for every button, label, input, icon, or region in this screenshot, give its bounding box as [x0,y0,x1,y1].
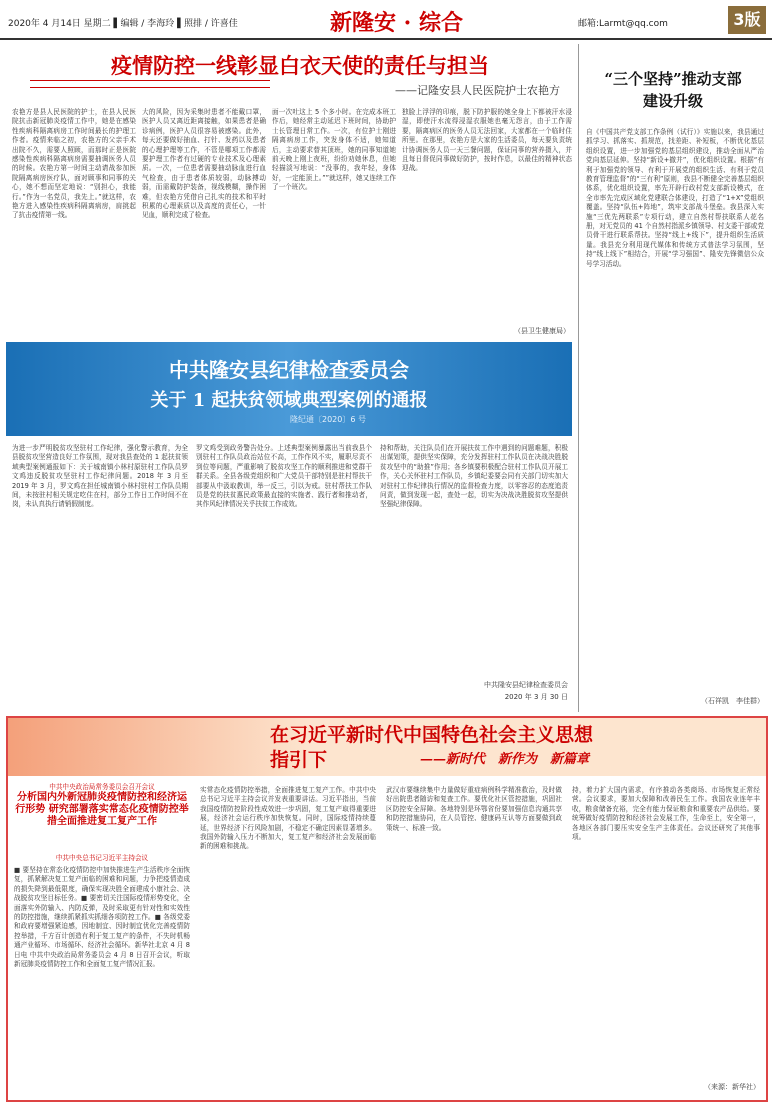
news-headline: 分析国内外新冠肺炎疫情防控和经济运行形势 研究部署落实常态化疫情防控举措全面推进复工复产工作 [15,792,189,827]
article1-subtitle: ——记隆安县人民医院护士农艳方 [395,84,560,97]
notice-banner-title-2: 关于 1 起扶贫领域典型案例的通报 [150,390,428,411]
article1-col1: 农艳方是县人民医院的护士，在县人民医院抗击新冠肺炎疫情工作中，她是在感染性疾病科隔离病房工作时间最长的护理工作者。疫情来临之初，农艳方的父亲手术出院不久，需要人照顾，而那时正是医院感染性疾病科隔离病房需要抽调医务人员的时候。农艳方第一时间主动请战参加医院隔离病房医疗队，面对顾事和同事的关心，她不想而坚定地说：“别担心，我能行。”作为一名党员，我先上。”就这样，农艳方进入感染性疾病科隔离病房，肩挑起了抗击疫情第一线。 [12,108,136,220]
article2-title: “三个坚持”推动支部建设升级 [604,70,742,110]
article1-col4: 独脸上浮浮的印痕，脱下防护服的她全身上下都被汗水浸湿，即使汗水流得浸湿衣服她也毫无怨言，由于工作需要，隔离病区的医务人员无法回家，大家都在一个临时住所里。在那里，农艳方是大家的生活委员，每天要负责统计协调医务人员一天三餐问题，保证同事的营养摄入，并且每日督促同事做好防护，按时作息，以最佳的精神状态迎战。 [402,108,572,173]
title-decoration [30,80,270,88]
news-subhead: 中共中央总书记习近平主持会议 [55,854,149,862]
news-source: （来源：新华社） [704,1083,760,1091]
bottom-banner-slogan: ——新时代 新作为 新篇章 [420,752,590,767]
news-kicker: 中共中央政治局常务委员会召开会议 [49,783,155,791]
notice-banner-title-1: 中共隆安县纪律检查委员会 [169,358,409,382]
notice-doc-number: 隆纪通〔2020〕6 号 [290,415,366,424]
header-email: 邮箱:Larmt@qq.com [578,19,668,29]
article3-col1: 为进一步严明脱贫攻坚驻村工作纪律，强化警示教育，为全县脱贫攻坚营造良好工作氛围，现对我县查处的 1 起扶贫领域典型案例通报如下：关于城南镇小林村原驻村工作队员罗文鸡违反脱贫攻坚驻村工作纪律问题。2018 年 3 月至 2019 年 3 月，罗文鸡在担任城南镇小林村驻村工作队员期间，未按驻村相关规定吃住在村，部分工作日工作时间不在岗，未认真执行请销假制度。 [12,444,188,509]
article2-body: 自《中国共产党支部工作条例（试行）》实施以来，我县通过抓学习、抓落实、抓规范，找差距、补短板，不断优化基层组织设置，进一步加强党的基层组织建设，推动全面从严治党向基层延伸。坚持“新设+撤并”，优化组织设置。根据“有利于加强党的领导、有利于开展党的组织生活、有利于党员教育管理监督”的“三有利”原则，我县不断健全完善基层组织体系，优化组织设置，率先开辟行政村党支部新设模式，在全市率先完成区域化党建联合体建设，打造了“1+X”党组织覆盖。坚持“队伍+阵地”，筑牢支部战斗堡垒。我县深入实施“三优先两联系”专项行动，建立自然村帮扶联系人花名册，对无党员的 41 个自然村指派乡镇领导、村支委干部或党员骨干进行联系帮扶。坚持“线上+线下”，提升组织生活质量。我县充分利用现代媒体和传统方式普法学习氛围，坚持“线上线下”相结合，开展“学习强国”、隆安先锋微信公众号学习活动。 [586,128,764,268]
news-col1: ■ 要坚持在常态化疫情防控中加快推进生产生活秩序全面恢复，抓紧解决复工复产面临的困难和问题，力争把疫情造成的损失降到最低限度，确保实现决胜全面建成小康社会、决战脱贫攻坚目标任务。■ 要密切关注国际疫情形势变化，全面落实外防输入、内防反弹，及时采取更有针对性和实效性的防控措施，继续抓紧抓实抓细各项防控工作。■ 各级党委和政府要增强紧迫感，因地制宜、因时制宜优化完善疫情防控举措，千方百计创造有利于复工复产的条件，不失时机畅通产业循环、市场循环、经济社会循环。新华社北京 4 月 8 日电 中共中央政治局常务委员会 4 月 8 日召开会议，听取新冠肺炎疫情防控工作和全面复工复产情况汇报。 [14,866,190,969]
bottom-banner-title-1: 在习近平新时代中国特色社会主义思想 [270,724,594,746]
news-col4: 持，着力扩大国内需求，有序推动各类商场、市场恢复正常经营。会议要求，要加大保障和改善民生工作。我国农业连年丰收，粮食储备充裕，完全有能力保证粮食和重要农产品供给。要统筹做好疫情防控和经济社会发展工作，生命至上，安全第一，各地区各部门要压实安全生产主体责任。会议还研究了其他事项。 [572,786,760,842]
article3-signature-org: 中共隆安县纪律检查委员会 [484,681,568,689]
header-section-title: 新隆安 · 综合 [330,10,463,36]
article1-title: 疫情防控一线彰显白衣天使的责任与担当 [111,53,489,78]
article3-signature-date: 2020 年 3 月 30 日 [504,693,568,701]
article1-signature: （县卫生健康局） [514,327,570,335]
news-col2: 实常态化疫情防控举措，全面推进复工复产工作。中共中央总书记习近平主持会议并发表重要讲话。习近平指出，当前我国疫情防控阶段性成效进一步巩固，复工复产取得重要进展，经济社会运行秩序加快恢复。同时，国际疫情持续蔓延，世界经济下行风险加剧，不稳定不确定因素显著增多。我国外防输入压力不断加大，复工复产和经济社会发展面临新的困难和挑战。 [200,786,376,851]
article3-col3: 持和帮助，关注队员们在开展扶贫工作中遇到的问题难题，积极出谋划策，提供坚实保障，充分发挥驻村工作队员在决战决胜脱贫攻坚中的“助推”作用；各乡镇要积极配合驻村工作队员开展工作，关心关怀驻村工作队员，乡镇纪委要会同有关部门切实加大对驻村工作纪律执行情况的监督检查力度，以零容忍的态度追责问责，做到发现一起，查处一起，切实为决战决胜脱贫攻坚提供坚强纪律保障。 [380,444,568,509]
bottom-banner-title-2: 指引下 [270,749,328,771]
header-date-editor: 2020年 4 月14日 星期二 ▌编辑 / 李海玲 ▌照排 / 许喜佳 [8,19,238,29]
article2-signature: （石祥凯 李佳群） [701,697,764,705]
news-col3: 武汉市要继续集中力量做好重症病例科学精准救治，及时做好出院患者随访和复查工作。要优化社区管控措施，巩固社区防控安全屏障。各地特别是环鄂省份要加强信息沟通共享和防控措施协同，在人员管控、健康码互认等方面要做到政策统一、标准一致。 [386,786,562,832]
article1-col3: 面一次吐这上 5 个多小时。在完成本班工作后，她经常主动延迟下班时间，协助护士长管理日常工作。一次，有位护士刚进隔离病房工作，突发身体不适，她知道后，主动要求替其顶班，她的同事知道她前天晚上刚上夜班，纷纷劝她休息，但她轻描淡写地说：“没事的，我年轻，身体好，一定能顶上。””就这样，她又连续工作了一个班次。 [272,108,396,192]
article3-col2: 罗文鸡受到政务警告处分。上述典型案例暴露出当前我县个别驻村工作队员政治站位不高，工作作风不实，履职尽责不到位等问题，严重影响了脱贫攻坚工作的顺利推进和党群干群关系。全县各级党组织和广大党员干部特别是驻村帮扶干部要从中汲取教训，举一反三，引以为戒。驻村帮扶工作队员是党的扶贫惠民政策最直接的实施者、践行者和推动者，其作风纪律情况关乎扶贫工作成效。 [196,444,372,509]
column-divider [578,44,579,712]
article1-col2: 大的风险，因为采集时患者不能戴口罩，医护人员又离近距离接触，如果患者是确诊病例，医护人员很容易被感染。此外，每天还要做好抽血、打针、发药以及患者的心理护理等工作，不管是哪项工作都需要护理工作者有过硬的专业技术及心理素质。一次，一位患者需要抽动脉血进行血气检查，由于患者体质较弱，动脉搏动弱，而需戴防护装备，视线模糊，操作困难，但农艳方凭借自己扎实的技术和平时积累的心理素质以及高度的责任心，一针见血，顺利完成了检查。 [142,108,266,220]
page-number-badge: 3版 [728,6,766,34]
